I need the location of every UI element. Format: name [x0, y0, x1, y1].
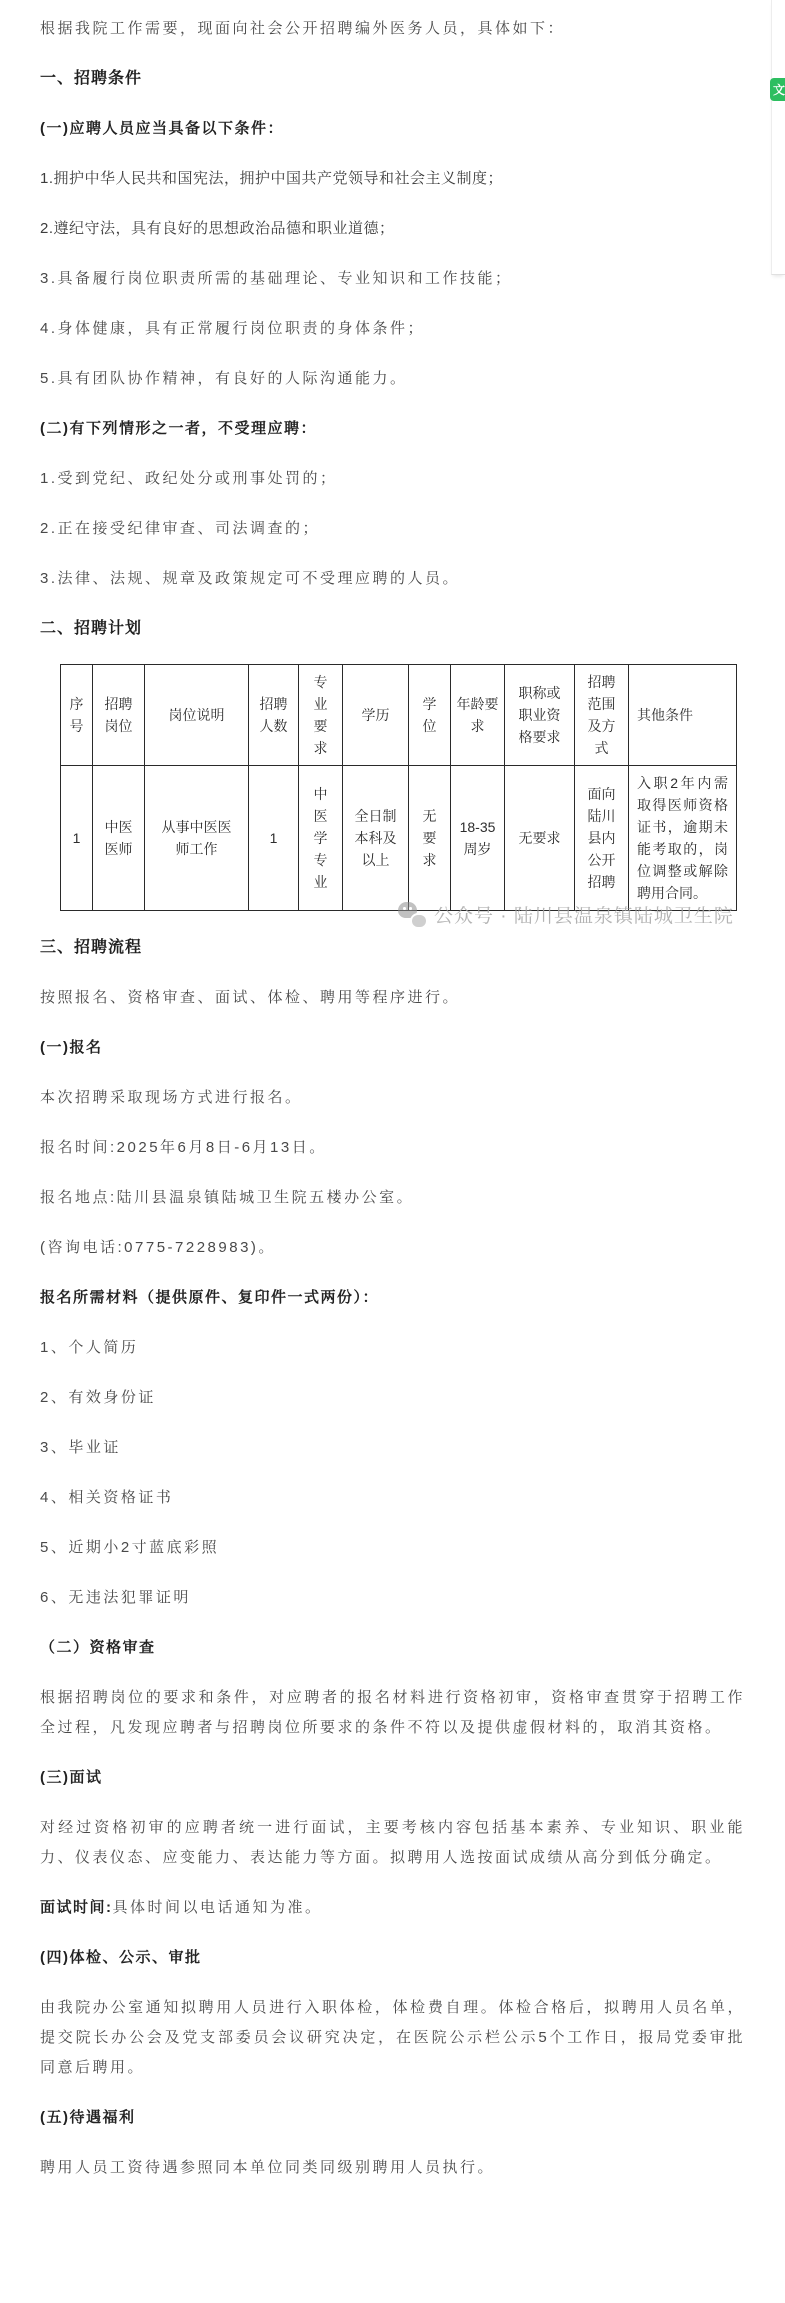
table-cell: 无要求 — [505, 766, 575, 911]
section-heading: (五)待遇福利 — [40, 2109, 136, 2126]
watermark-text: 公众号 · 陆川县温泉镇陆城卫生院 — [434, 906, 734, 927]
section-heading: (一)报名 — [40, 1039, 103, 1056]
paragraph: 报名地点:陆川县温泉镇陆城卫生院五楼办公室。 — [40, 1189, 415, 1206]
table-header-cell: 年龄要求 — [451, 665, 505, 766]
table-header-cell: 序号 — [61, 665, 93, 766]
paragraph: 报名时间:2025年6月8日-6月13日。 — [40, 1139, 327, 1156]
paragraph: 5、近期小2寸蓝底彩照 — [40, 1539, 220, 1556]
table-cell: 中医医师 — [93, 766, 145, 911]
paragraph: 2.遵纪守法，具有良好的思想政治品德和职业道德； — [40, 220, 395, 237]
floating-side-panel — [771, 0, 785, 275]
paragraph: 4.身体健康，具有正常履行岗位职责的身体条件； — [40, 320, 426, 337]
translate-widget-tab[interactable]: 文 — [770, 78, 785, 101]
table-cell: 无要求 — [409, 766, 451, 911]
section-heading: 一、招聘条件 — [40, 70, 143, 87]
recruitment-plan-table — [60, 664, 737, 911]
section-heading: (一)应聘人员应当具备以下条件： — [40, 120, 284, 137]
table-header-cell: 专业要求 — [299, 665, 343, 766]
paragraph: 5.具有团队协作精神，有良好的人际沟通能力。 — [40, 370, 408, 387]
paragraph: (咨询电话:0775-7228983)。 — [40, 1239, 276, 1256]
paragraph: 按照报名、资格审查、面试、体检、聘用等程序进行。 — [40, 989, 461, 1006]
table-header-row — [61, 665, 737, 766]
table-cell: 面向陆川县内公开招聘 — [575, 766, 629, 911]
table-cell: 1 — [249, 766, 299, 911]
section-heading: (三)面试 — [40, 1769, 103, 1786]
table-header-cell: 招聘岗位 — [93, 665, 145, 766]
paragraph: 3、毕业证 — [40, 1439, 121, 1456]
paragraph: 由我院办公室通知拟聘用人员进行入职体检，体检费自理。体检合格后，拟聘用人员名单，提交院长办公会及党支部委员会议研究决定，在医院公示栏公示5个工作日，报局党委审批同意后聘用。 — [40, 1999, 745, 2076]
section-heading: 二、招聘计划 — [40, 620, 143, 637]
paragraph: 1、个人简历 — [40, 1339, 139, 1356]
table-cell: 全日制本科及以上 — [343, 766, 409, 911]
paragraph: 2、有效身份证 — [40, 1389, 156, 1406]
paragraph: 1.拥护中华人民共和国宪法，拥护中国共产党领导和社会主义制度； — [40, 170, 504, 187]
table-header-cell: 其他条件 — [629, 665, 737, 766]
table-row — [61, 766, 737, 911]
section-heading: (二)有下列情形之一者，不受理应聘： — [40, 420, 317, 437]
paragraph: 1.受到党纪、政纪处分或刑事处罚的； — [40, 470, 338, 487]
paragraph: 根据招聘岗位的要求和条件，对应聘者的报名材料进行资格初审，资格审查贯穿于招聘工作全过程，凡发现应聘者与招聘岗位所要求的条件不符以及提供虚假材料的，取消其资格。 — [40, 1689, 745, 1736]
section-heading: (四)体检、公示、审批 — [40, 1949, 202, 1966]
section-heading: （二）资格审查 — [40, 1639, 156, 1656]
table-header-cell: 招聘范围及方式 — [575, 665, 629, 766]
table-cell: 从事中医医师工作 — [145, 766, 249, 911]
paragraph: 4、相关资格证书 — [40, 1489, 174, 1506]
table-cell: 入职2年内需取得医师资格证书，逾期未能考取的，岗位调整或解除聘用合同。 — [629, 766, 737, 911]
paragraph: 3.具备履行岗位职责所需的基础理论、专业知识和工作技能； — [40, 270, 513, 287]
paragraph: 对经过资格初审的应聘者统一进行面试，主要考核内容包括基本素养、专业知识、职业能力、仪表仪态、应变能力、表达能力等方面。拟聘用人选按面试成绩从高分到低分确定。 — [40, 1819, 745, 1866]
table-header-cell: 招聘人数 — [249, 665, 299, 766]
paragraph: 2.正在接受纪律审查、司法调查的； — [40, 520, 321, 537]
paragraph: 聘用人员工资待遇参照同本单位同类同级别聘用人员执行。 — [40, 2159, 496, 2176]
paragraph: 3.法律、法规、规章及政策规定可不受理应聘的人员。 — [40, 570, 461, 587]
paragraph: 面试时间:具体时间以电话通知为准。 — [40, 1899, 323, 1916]
paragraph: 本次招聘采取现场方式进行报名。 — [40, 1089, 303, 1106]
section-heading: 三、招聘流程 — [40, 939, 143, 956]
paragraph: 6、无违法犯罪证明 — [40, 1589, 191, 1606]
table-cell: 中医学专业 — [299, 766, 343, 911]
table-cell: 1 — [61, 766, 93, 911]
table-header-cell: 学历 — [343, 665, 409, 766]
paragraph: 根据我院工作需要，现面向社会公开招聘编外医务人员，具体如下： — [40, 20, 566, 37]
table-cell: 18-35周岁 — [451, 766, 505, 911]
table-header-cell: 职称或职业资格要求 — [505, 665, 575, 766]
bold-lead: 面试时间: — [40, 1899, 113, 1916]
table-header-cell: 岗位说明 — [145, 665, 249, 766]
section-heading: 报名所需材料（提供原件、复印件一式两份）： — [40, 1289, 380, 1306]
table-header-cell: 学位 — [409, 665, 451, 766]
